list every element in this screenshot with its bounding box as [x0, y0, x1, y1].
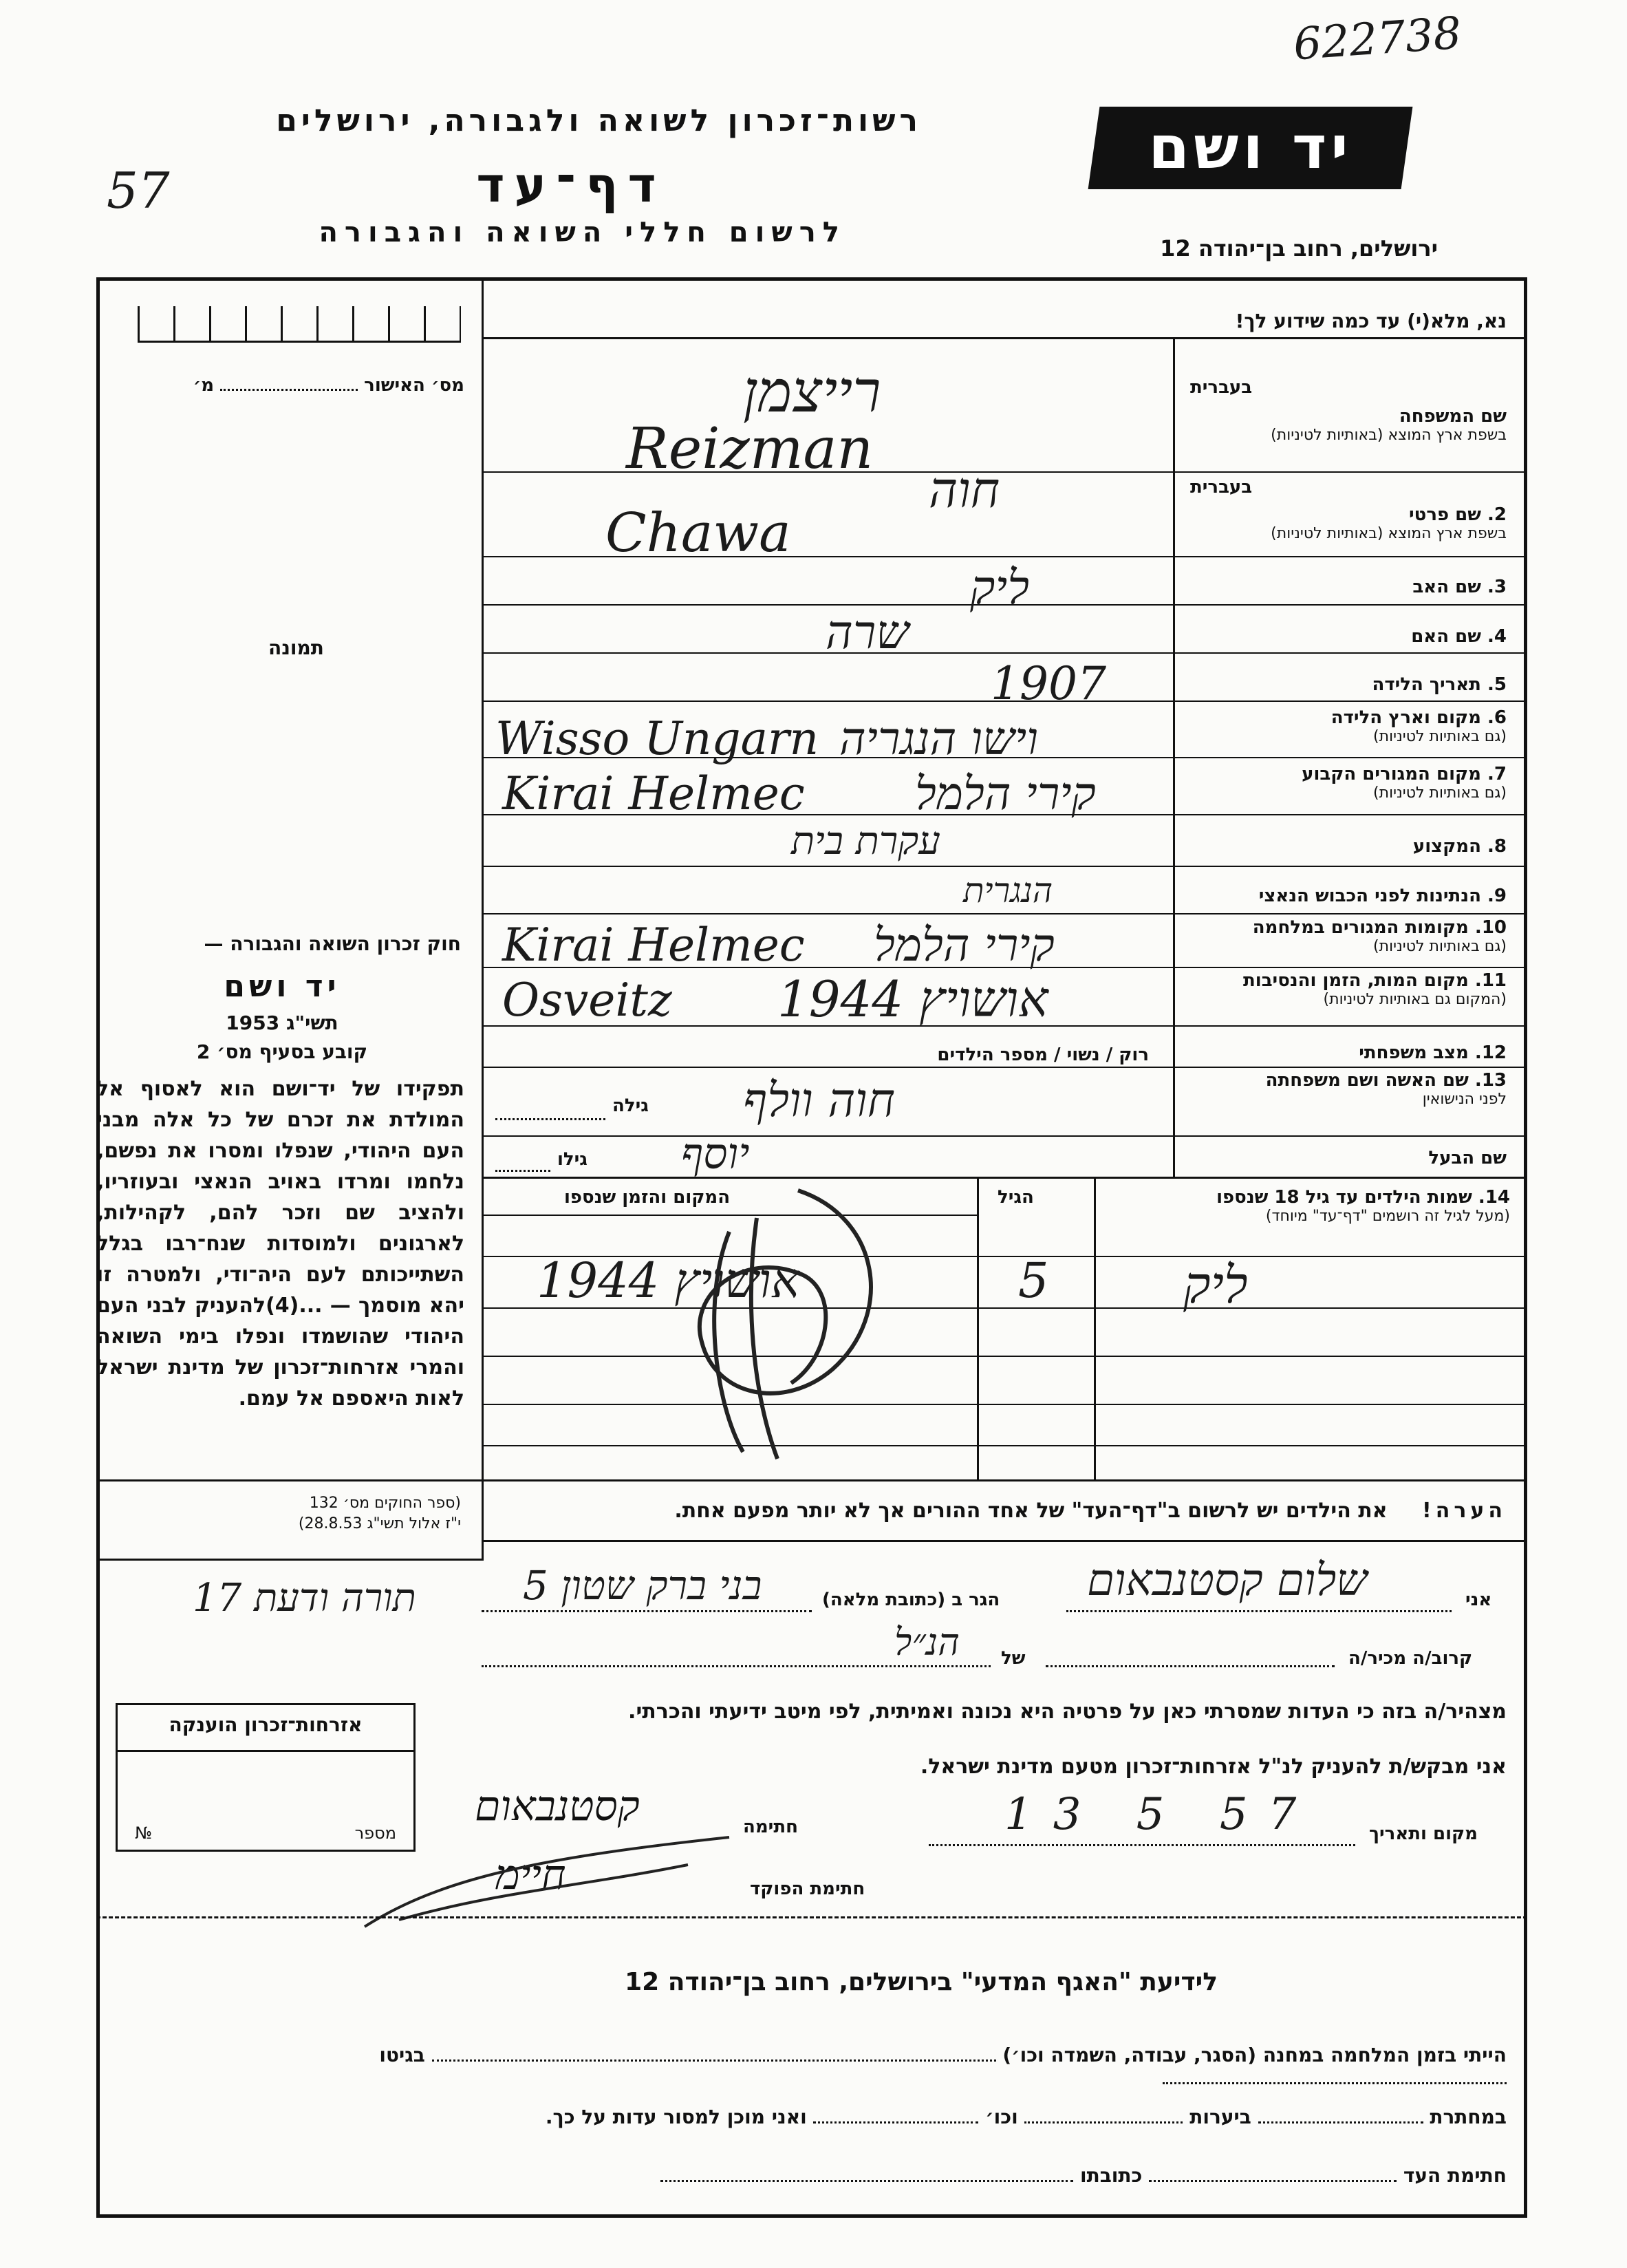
birth-place-latin: Wisso Ungarn [495, 712, 819, 765]
law-year: תשי"ג 1953 [226, 1012, 338, 1034]
field-label-2: 2. שם פרטי בשפת ארץ המוצא (באותיות לטיניות) [1271, 504, 1507, 542]
first-name-latin: Chawa [605, 502, 791, 564]
decl-stamp-signature: חיימ [495, 1851, 566, 1899]
war-residence-latin: Kirai Helmec [502, 919, 805, 972]
field-label-12: 12. מצב משפחתי [1359, 1042, 1507, 1063]
children-header: 14. שמות הילדים עד גיל 18 שנספו (מעל לגיל זה רושמים "דף־עד" מיוחד) [1216, 1187, 1510, 1225]
law-source: (ספר החוקים מס׳ 132 י"ז אלול תשי"ג 28.8.53) [298, 1495, 461, 1532]
decl-signature: קסטנבאום [475, 1782, 640, 1830]
memorial-citizenship-box [116, 1703, 416, 1852]
law-logo: יד ושם [224, 969, 341, 1004]
decl-address-line [482, 1610, 812, 1612]
field-label-3: 3. שם האב [1412, 577, 1507, 597]
footer-line-1: הייתי בזמן המלחמה במחנה (הסגר, עבודה, השמדה וכו׳) בגיטו [76, 2044, 1507, 2089]
birth-place: וישו הנגריה [839, 712, 1039, 765]
children-place-header: המקום והזמן שנספו [564, 1187, 731, 1208]
decl-i-label: אני [1465, 1590, 1492, 1610]
wife-name: חוה וולף [743, 1073, 895, 1128]
field-label-9: 9. הנתינות לפני הכבוש הנאצי [1258, 886, 1507, 906]
child-age: 5 [1018, 1252, 1049, 1309]
field-label-6: 6. מקום וארץ הלידה (גם באותיות לטיניות) [1330, 707, 1507, 745]
field-label-11: 11. מקום המות, הזמן והנסיבות (המקום גם באותיות לטיניות) [1243, 970, 1507, 1008]
footer-notice: לידיעת "האגף המדעי" בירושלים, רחוב בן־יהודה 12 [625, 1968, 1218, 1996]
field-label-4: 4. שם האם [1411, 626, 1507, 647]
child-place: אושויץ 1944 [537, 1252, 800, 1309]
decl-statement: מצהיר/ה בזה כי העדות שמסרתי כאן על פרטיה היא נכונה ואמיתית, לפי מיטב ידיעתי והכרתי. [628, 1700, 1507, 1724]
citizenship: הנגרית [963, 870, 1053, 910]
field-label-7: 7. מקום המגורים הקבוע (גם באותיות לטיניות) [1302, 764, 1507, 802]
hebrew-tag-1: בעברית [1190, 377, 1253, 398]
wife-age-label: גילה [612, 1095, 649, 1116]
field-label-8: 8. המקצוע [1412, 836, 1507, 857]
law-text: תפקידו של יד־ושם הוא לאסוף אל המולדת את זכרם של כל אלה מבני העם היהודי, שנפלו ומסרו את נפשם, נלחמו ומרדו באויב הנאצי ובעוזריו, ולהציב שם וזכר להם, לקהילות, לארגונים ולמוסדות שנח־רבו בגלל השתייכותם לעם היה־ודי, ולמטרה זו יהא מוסמך — ...(4)להעניק לבני העם היהודי שהושמדו ונפלו בימי השואה והמרי אזרחות־זכרון של מדינת ישראל לאות היאספם אל עמם. [96, 1077, 464, 1411]
decl-signature-label: חתימה [743, 1817, 798, 1837]
residence: קירי הלמל [915, 767, 1096, 820]
note-row: הערה! את הילדים יש לרשום ב"דף־העד" של אחד ההורים אך לא יותר מפעם אחת. [674, 1499, 1507, 1523]
father-name: ליק [970, 561, 1030, 615]
memorial-box-title: אזרחות־זכרון הוענקה [169, 1713, 363, 1736]
document-number: 622738 [1291, 8, 1463, 71]
decl-address: בני ברק שטון 5 [523, 1562, 762, 1609]
field-label-5: 5. תאריך הלידה [1372, 674, 1507, 695]
memorial-box-no: № [135, 1823, 152, 1843]
hebrew-tag-2: בעברית [1190, 477, 1253, 498]
footer-line-2: במחתרת ביערות וכו׳ ואני מוכן למסור עדות על כך. [545, 2106, 1507, 2128]
field-label-13: 13. שם האשה ושם משפחתה לפני הנישואין [1265, 1070, 1507, 1108]
margin-number: 57 [107, 162, 170, 220]
footer-separator [96, 1916, 1527, 1918]
authority-title: רשות־זכרון לשואה ולגבורה, ירושלים [276, 103, 922, 138]
occupation: עקרת בית [791, 819, 940, 864]
approval-label: מס׳ האישור מ׳ [193, 375, 464, 396]
decl-resides-label: הגר ב (כתובת מלאה) [822, 1590, 1000, 1610]
children-age-header: הגיל [998, 1187, 1034, 1208]
husband-age-label: גילו [557, 1149, 588, 1170]
war-residence: קירי הלמל [874, 919, 1055, 972]
family-name-latin: Reizman [626, 416, 874, 482]
decl-date-line [929, 1844, 1355, 1846]
form-subtitle: לרשום חללי השואה והגבורה [319, 217, 846, 248]
photo-label: תמונה [268, 636, 324, 659]
decl-request: אני מבקש/ת להעניק לנ"ל אזרחות־זכרון מטעם מדינת ישראל. [920, 1755, 1507, 1779]
decl-date: 13 5 57 [1004, 1789, 1317, 1840]
yad-vashem-logo: יד ושם [1088, 107, 1413, 189]
residence-latin: Kirai Helmec [502, 767, 805, 820]
header-address: ירושלים, רחוב בן־יהודה 12 [1160, 235, 1438, 261]
first-name-he: חוה [929, 461, 1000, 519]
top-note: נא, מלא(י) עד כמה שידוע לך! [1235, 310, 1507, 332]
mother-name: שרה [826, 606, 909, 660]
decl-place-date-label: מקום ותאריך [1369, 1823, 1478, 1844]
decl-name: שלום קסטנבאום [1087, 1555, 1368, 1606]
decl-relation-line-2 [1046, 1665, 1335, 1667]
husband-age-line [495, 1170, 550, 1172]
decl-relation-of: של [1001, 1648, 1026, 1669]
decl-relation-value: הנ״ל [894, 1620, 960, 1664]
decl-name-line [1066, 1610, 1452, 1612]
field-label-10: 10. מקומות המגורים במלחמה (גם באותיות לטיניות) [1252, 917, 1507, 955]
marital-options: רוק / נשוי / מספר הילדים [937, 1045, 1149, 1065]
family-name-he: רייצמן [743, 358, 881, 425]
death-place: אושויץ 1944 [777, 970, 1048, 1028]
field-label-1: שם המשפחה בשפת ארץ המוצא (באותיות לטיניות) [1271, 406, 1507, 444]
field-label-husband: שם הבעל [1428, 1148, 1507, 1168]
decl-relation-label: קרוב/ה מכיר/ה [1348, 1648, 1473, 1669]
wife-age-line [495, 1118, 605, 1120]
form-title: דף־עד [476, 157, 666, 213]
decl-relation-line [482, 1665, 991, 1667]
law-clause: קובע בסעיף מס׳ 2 [196, 1040, 368, 1063]
death-place-latin: Osveitz [502, 974, 672, 1027]
decl-stamp-label: חתימת הפוקד [750, 1879, 865, 1899]
law-title: חוק זכרון השואה והגבורה — [204, 932, 461, 955]
approval-ticks [138, 306, 461, 343]
husband-name: יוסף [681, 1128, 750, 1179]
scribble-mark [660, 1177, 908, 1466]
decl-address-extra: תורה ודעת 17 [193, 1576, 416, 1620]
footer-line-3: חתימת העד כתובתו [76, 2164, 1507, 2187]
memorial-box-number: מספר [354, 1823, 396, 1843]
birth-date: 1907 [991, 657, 1106, 710]
child-name: ליק [1183, 1256, 1248, 1315]
